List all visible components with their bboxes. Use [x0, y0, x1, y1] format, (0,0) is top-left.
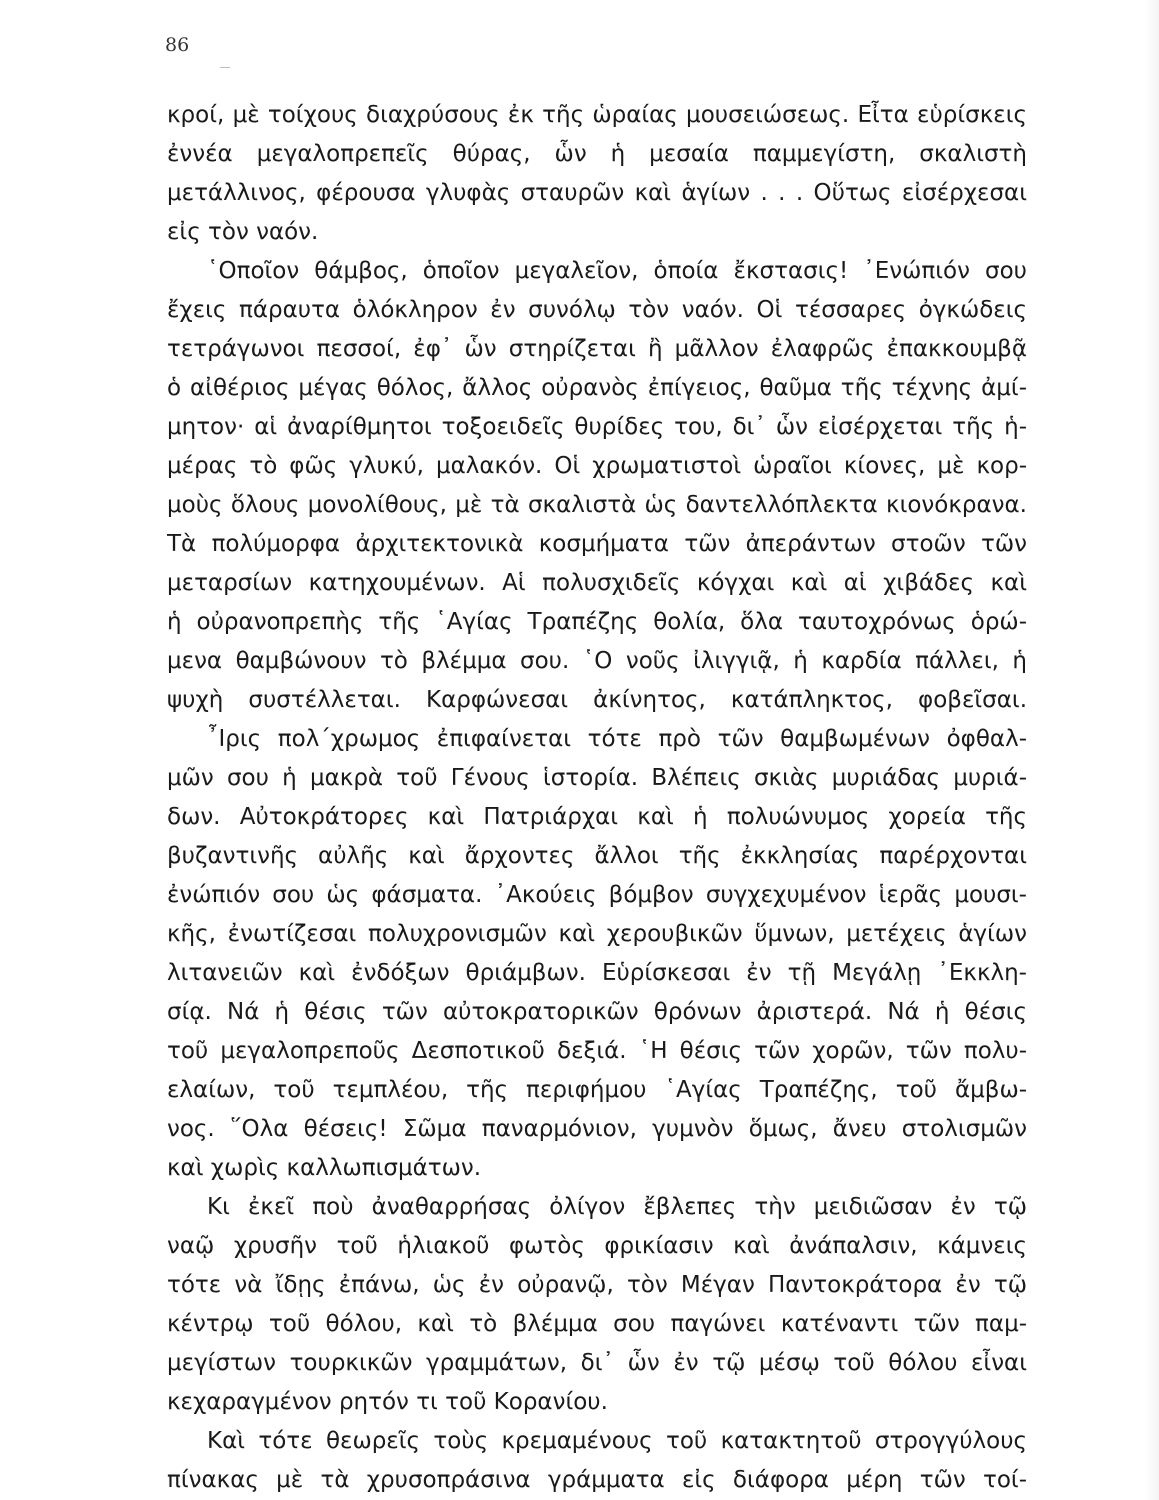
- page-number: 86: [165, 34, 190, 56]
- paragraph-4: [167, 1188, 1027, 1422]
- text-line: μέρας τὸ φῶς γλυκύ, μαλακόν. Οἱ χρωματιστοὶ ὡραῖοι κίονες, μὲ κορ-: [167, 453, 1027, 479]
- text-line: μοὺς ὅλους μονολίθους, μὲ τὰ σκαλιστὰ ὡς δαντελλόπλεκτα κιονόκρανα.: [167, 492, 1027, 518]
- text-line: Κι ἐκεῖ ποὺ ἀναθαρρήσας ὀλίγον ἔβλεπες τὴν μειδιῶσαν ἐν τῷ: [207, 1194, 1027, 1220]
- text-line: μητον· αἱ ἀναρίθμητοι τοξοειδεῖς θυρίδες του, δι᾿ ὧν εἰσέρχεται τῆς ἡ-: [167, 414, 1027, 440]
- paragraph-2: [167, 252, 1027, 720]
- text-line: κροί, μὲ τοίχους διαχρύσους ἐκ τῆς ὡραίας μουσειώσεως. Εἶτα εὑρίσκεις: [167, 102, 1027, 128]
- text-line: ἔχεις πάραυτα ὁλόκληρον ἐν συνόλῳ τὸν ναόν. Οἱ τέσσαρες ὀγκώδεις: [167, 297, 1027, 323]
- text-line: ὁ αἰθέριος μέγας θόλος, ἄλλος οὐρανὸς ἐπίγειος, θαῦμα τῆς τέχνης ἀμί-: [167, 375, 1027, 401]
- page-edge-shadow: [1145, 0, 1159, 1500]
- body-text: [167, 96, 1027, 1500]
- text-line: ἐννέα μεγαλοπρεπεῖς θύρας, ὧν ἡ μεσαία παμμεγίστη, σκαλιστὴ: [167, 141, 1027, 167]
- text-line: ελαίων, τοῦ τεμπλέου, τῆς περιφήμου ῾Αγίας Τραπέζης, τοῦ ἄμβω-: [167, 1077, 1027, 1103]
- text-line: ἡ οὐρανοπρεπὴς τῆς ῾Αγίας Τραπέζης θολία, ὅλα ταυτοχρόνως ὁρώ-: [167, 609, 1027, 635]
- text-line: καὶ χωρὶς καλλωπισμάτων.: [167, 1155, 482, 1181]
- text-line: πίνακας μὲ τὰ χρυσοπράσινα γράμματα εἰς διάφορα μέρη τῶν τοί-: [167, 1467, 1027, 1493]
- paragraph-1: [167, 96, 1027, 252]
- text-line: Τὰ πολύμορφα ἀρχιτεκτονικὰ κοσμήματα τῶν ἀπεράντων στοῶν τῶν: [167, 531, 1027, 557]
- text-line: σίᾳ. Νά ἡ θέσις τῶν αὐτοκρατορικῶν θρόνων ἀριστερά. Νά ἡ θέσις: [167, 999, 1027, 1025]
- text-line: κῆς, ἐνωτίζεσαι πολυχρονισμῶν καὶ χερουβικῶν ὕμνων, μετέχεις ἁγίων: [167, 921, 1027, 947]
- text-line: κέντρῳ τοῦ θόλου, καὶ τὸ βλέμμα σου παγώνει κατέναντι τῶν παμ-: [167, 1311, 1027, 1337]
- text-line: κεχαραγμένον ρητόν τι τοῦ Κορανίου.: [167, 1389, 608, 1415]
- text-line: τοῦ μεγαλοπρεποῦς Δεσποτικοῦ δεξιά. ῾Η θέσις τῶν χορῶν, τῶν πολυ-: [167, 1038, 1027, 1064]
- text-line: ψυχὴ συστέλλεται. Καρφώνεσαι ἀκίνητος, κατάπληκτος, φοβεῖσαι.: [167, 687, 1027, 713]
- text-line: ῾Οποῖον θάμβος, ὁποῖον μεγαλεῖον, ὁποία ἔκστασις! ᾿Ενώπιόν σου: [207, 258, 1027, 284]
- header-rule: [220, 67, 230, 68]
- text-line: εἰς τὸν ναόν.: [167, 219, 319, 245]
- text-line: μεταρσίων κατηχουμένων. Αἱ πολυσχιδεῖς κόγχαι καὶ αἱ χιβάδες καὶ: [167, 570, 1027, 596]
- text-line: μετάλλινος, φέρουσα γλυφὰς σταυρῶν καὶ ἁγίων . . . Οὕτως εἰσέρχεσαι: [167, 180, 1027, 206]
- text-line: ῏Ιρις πολ΄χρωμος ἐπιφαίνεται τότε πρὸ τῶν θαμβωμένων ὀφθαλ-: [207, 726, 1027, 752]
- text-line: δων. Αὐτοκράτορες καὶ Πατριάρχαι καὶ ἡ πολυώνυμος χορεία τῆς: [167, 804, 1027, 830]
- text-line: βυζαντινῆς αὐλῆς καὶ ἄρχοντες ἄλλοι τῆς ἐκκλησίας παρέρχονται: [167, 843, 1027, 869]
- text-line: λιτανειῶν καὶ ἐνδόξων θριάμβων. Εὑρίσκεσαι ἐν τῇ Μεγάλῃ ᾿Εκκλη-: [167, 960, 1027, 986]
- paragraph-3: [167, 720, 1027, 1188]
- text-line: ἐνώπιόν σου ὡς φάσματα. ᾿Ακούεις βόμβον συγχεχυμένον ἱερᾶς μουσι-: [167, 882, 1027, 908]
- text-line: Καὶ τότε θεωρεῖς τοὺς κρεμαμένους τοῦ κατακτητοῦ στρογγύλους: [207, 1428, 1027, 1454]
- text-line: νος. ῞Ολα θέσεις! Σῶμα παναρμόνιον, γυμνὸν ὅμως, ἄνευ στολισμῶν: [167, 1116, 1027, 1142]
- text-line: τετράγωνοι πεσσοί, ἐφ᾿ ὧν στηρίζεται ἢ μᾶλλον ἐλαφρῶς ἐπακκουμβᾷ: [167, 336, 1027, 362]
- text-line: μενα θαμβώνουν τὸ βλέμμα σου. ῾Ο νοῦς ἰλιγγιᾷ, ἡ καρδία πάλλει, ἡ: [167, 648, 1027, 674]
- text-line: ναῷ χρυσῆν τοῦ ἡλιακοῦ φωτὸς φρικίασιν καὶ ἀνάπαλσιν, κάμνεις: [167, 1233, 1027, 1259]
- text-line: τότε νὰ ἴδῃς ἐπάνω, ὡς ἐν οὐρανῷ, τὸν Μέγαν Παντοκράτορα ἐν τῷ: [167, 1272, 1027, 1298]
- text-line: μῶν σου ἡ μακρὰ τοῦ Γένους ἱστορία. Βλέπεις σκιὰς μυριάδας μυριά-: [167, 765, 1027, 791]
- paragraph-5: [167, 1422, 1027, 1500]
- text-line: μεγίστων τουρκικῶν γραμμάτων, δι᾿ ὧν ἐν τῷ μέσῳ τοῦ θόλου εἶναι: [167, 1350, 1027, 1376]
